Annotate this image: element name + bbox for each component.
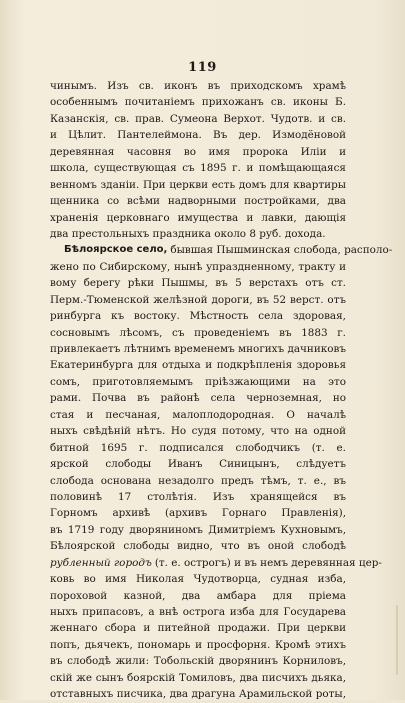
text-line	[50, 127, 346, 143]
text-line	[50, 588, 346, 604]
text-line	[50, 620, 346, 636]
text-line	[50, 325, 346, 341]
line-text: женнаго сбора и питейной продажи. При церкви	[50, 622, 346, 635]
text-line	[50, 456, 346, 472]
text-line	[50, 571, 346, 587]
line-text: бывшая Пышминская слобода, располо-	[170, 244, 393, 257]
text-line	[50, 193, 346, 209]
line-text: деревянная часовня во имя пророка Иліи и	[50, 145, 346, 158]
text-line	[50, 210, 346, 226]
text-line	[50, 390, 346, 406]
text-line	[50, 637, 346, 653]
line-text: Горномъ архивѣ (архивъ Горнаго Правленія),	[50, 507, 346, 520]
page-number: 119	[188, 60, 217, 75]
line-text: ковь во имя Николая Чудотворца, судная изба,	[50, 573, 346, 586]
text-line	[50, 604, 346, 620]
line-text: храненія церковнаго имущества и лавки, дающія	[50, 211, 346, 224]
line-text: ныхъ припасовъ, а внѣ острога изба для Государева	[50, 606, 346, 618]
line-text: стая и песчаная, малоплодородная. О началѣ	[50, 408, 346, 421]
line-text: скій же сынъ боярскій Томиловъ, два писчихъ дьяка,	[50, 671, 346, 684]
text-line	[50, 78, 346, 94]
text-line	[50, 357, 346, 373]
line-text: вому берегу рѣки Пышмы, въ 5 верстахъ отъ ст.	[50, 277, 346, 290]
line-text: особеннымъ почитанiемъ прихожанъ св. иконы Б.	[50, 96, 346, 109]
text-line	[50, 407, 346, 423]
line-text: Бѣлоярской слободы видно, что въ оной слободѣ	[50, 540, 346, 553]
text-line	[50, 259, 346, 275]
text-line	[50, 242, 393, 258]
text-line	[50, 94, 346, 110]
text-line	[50, 111, 346, 127]
line-text: щенника со всѣми надворными постройками, два	[50, 195, 346, 208]
text-line	[50, 226, 346, 242]
line-text: привлекаетъ лѣтнимъ временемъ многихъ дачниковъ	[50, 343, 346, 355]
line-text: рами. Почва въ районѣ села черноземная, но	[50, 392, 346, 405]
line-text: Екатеринбурга для отдыха и подкрѣпленія здоровья	[50, 359, 346, 372]
text-line	[50, 440, 346, 456]
line-text: ярской слободы Иванъ Синицынъ, слѣдуетъ	[50, 458, 346, 471]
text-line	[50, 275, 346, 291]
line-text: жено по Сибирскому, нынѣ упраздненному, тракту и	[50, 260, 346, 273]
line-text: и Цѣлит. Пантелеймона. Въ дер. Измодёновой	[50, 129, 346, 142]
text-line	[50, 489, 346, 505]
text-line	[50, 522, 346, 538]
line-text: въ слободѣ жили: Тобольскій дворянинъ Корниловъ,	[50, 655, 346, 668]
line-text: слобода основана незадолго предъ тѣмъ, т. е., въ	[50, 474, 346, 487]
line-text: чинымъ. Изъ св. иконъ въ приходскомъ храмѣ	[50, 80, 346, 92]
line-text: сосновымъ лѣсомъ, съ проведеніемъ въ 1883 г.	[50, 326, 346, 339]
text-line	[50, 160, 346, 176]
line-text: Казанскія, св. прав. Сумеона Верхот. Чудотв. и св.	[50, 112, 346, 125]
text-line	[50, 473, 346, 489]
line-text: венномъ зданіи. При церкви есть домъ для квартиры	[50, 178, 346, 191]
line-text: ныхъ свѣдѣній нѣтъ. Но судя потому, что на одной	[50, 425, 346, 438]
line-text: битной 1695 г. подписался слободчикъ (т. е.	[50, 441, 346, 454]
text-line	[50, 670, 346, 686]
text-line	[50, 538, 346, 554]
text-line	[50, 653, 346, 669]
text-line	[50, 686, 346, 702]
text-line	[50, 555, 382, 571]
line-text: два престольныхъ праздника около 8 руб. дохода.	[50, 227, 326, 240]
text-line	[50, 144, 346, 160]
text-line	[50, 177, 346, 193]
line-text: въ 1719 году дворяниномъ Димитріемъ Кухновымъ,	[50, 523, 346, 536]
text-line	[50, 308, 346, 324]
page-edge-shadow	[396, 605, 398, 675]
line-text: сомъ, приготовляемымъ пріѣзжающими на это	[50, 375, 346, 388]
text-line	[50, 341, 346, 357]
line-text: попъ, дьячекъ, пономарь и просфорня. Кромѣ этихъ	[50, 638, 346, 651]
line-text: школа, существующая съ 1895 г. и помѣщающаяся	[50, 162, 346, 175]
italic-phrase: рубленный городъ	[50, 556, 152, 569]
text-line	[50, 292, 346, 308]
line-text: отставныхъ писчика, два драгуна Арамильской роты,	[50, 688, 346, 701]
line-text: половинѣ 17 столѣтія. Изъ хранящейся въ	[50, 490, 346, 503]
line-text: пороховой казной, два амбара для пріема	[50, 589, 346, 602]
line-text: ринбурга къ востоку. Мѣстность села здоровая,	[50, 310, 346, 323]
text-line	[50, 374, 346, 390]
text-line	[50, 423, 346, 439]
line-text: Перм.-Тюменской желѣзной дороги, въ 52 верст. отъ	[50, 293, 346, 306]
body-text	[50, 78, 393, 703]
text-line	[50, 505, 346, 521]
line-text: (т. е. острогъ) и въ немъ деревянная цер-	[154, 556, 382, 569]
section-heading: Бѣлоярское село,	[64, 244, 168, 256]
